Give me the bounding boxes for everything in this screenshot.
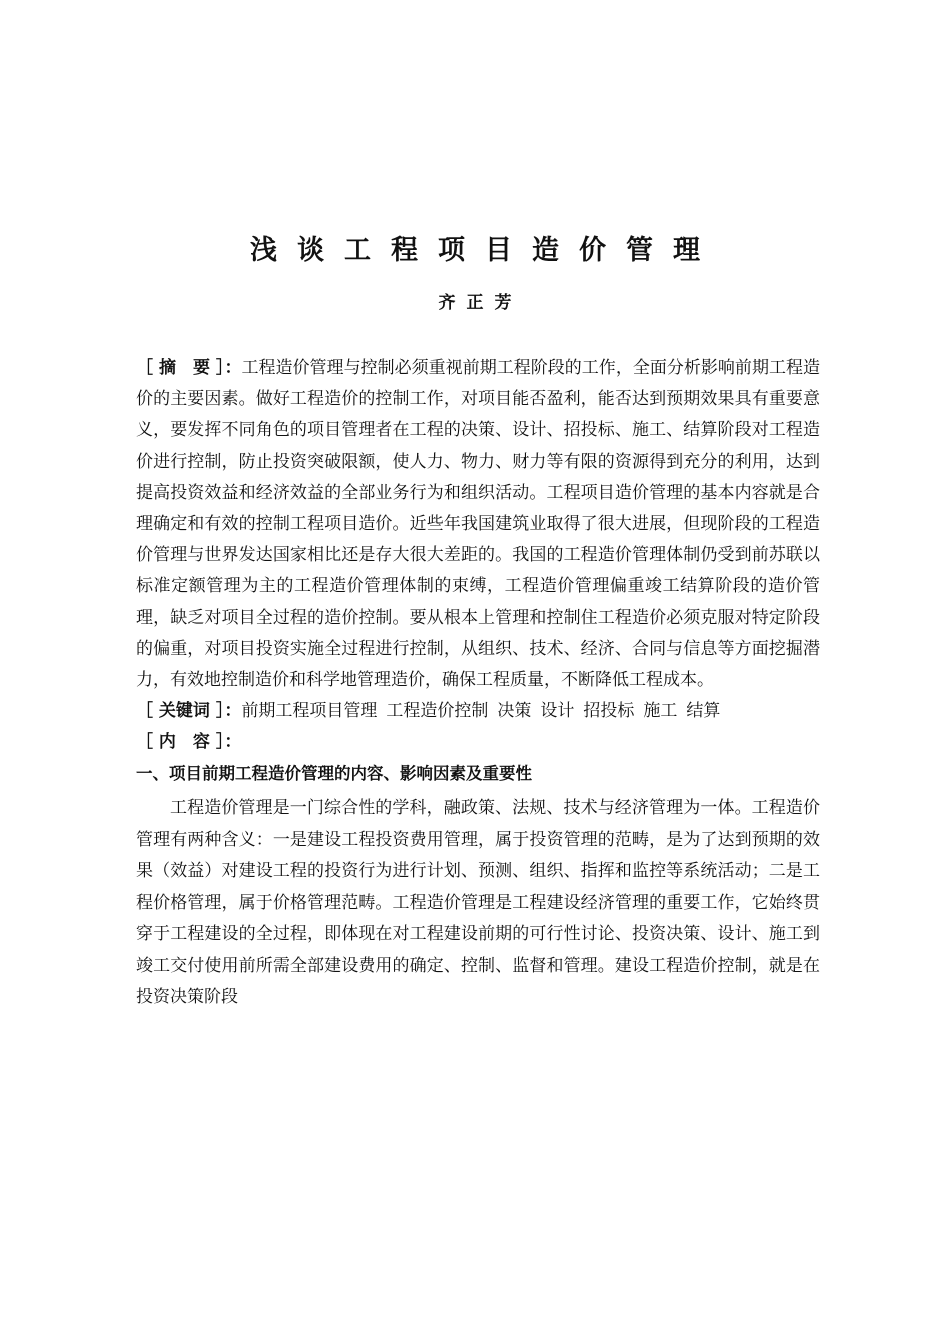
abstract-label: ［ 摘 要 ］： [136, 358, 242, 378]
keyword: 前期工程项目管理 [241, 701, 378, 722]
keywords-label: ［ 关键词 ］： [136, 701, 242, 722]
keyword: 招投标 [583, 701, 635, 722]
paper-body [136, 353, 820, 1014]
section-paragraph: 工程造价管理是一门综合性的学科，融政策、法规、技术与经济管理为一体。工程造价管理有两种含义：一是建设工程投资费用管理，属于投资管理的范畴，是为了达到预期的效果（效益）对建设工程的投资行为进行计划、预测、组织、指挥和监控等系统活动；二是工程价格管理，属于价格管理范畴。工程造价管理是工程建设经济管理的重要工作，它始终贯穿于工程建设的全过程，即体现在对工程建设前期的可行性讨论、投资决策、设计、施工到竣工交付使用前所需全部建设费用的确定、控制、监督和管理。建设工程造价控制，就是在投资决策阶段 [136, 798, 820, 1008]
keyword: 施工 [643, 701, 678, 722]
abstract-paragraph [136, 353, 820, 696]
keyword: 结算 [686, 701, 721, 722]
section-heading: 一、项目前期工程造价管理的内容、影响因素及重要性 [136, 764, 532, 784]
abstract-text: 工程造价管理与控制必须重视前期工程阶段的工作，全面分析影响前期工程造价的主要因素。做好工程造价的控制工作，对项目能否盈利，能否达到预期效果具有重要意义，要发挥不同角色的项目管理者在工程的决策、设计、招投标、施工、结算阶段对工程造价进行控制，防止投资突破限额，使人力、物力、财力等有限的资源得到充分的利用，达到提高投资效益和经济效益的全部业务行为和组织活动。工程项目造价管理的基本内容就是合理确定和有效的控制工程项目造价。近些年我国建筑业取得了很大进展，但现阶段的工程造价管理与世界发达国家相比还是存大很大差距的。我国的工程造价管理体制仍受到前苏联以标准定额管理为主的工程造价管理体制的束缚，工程造价管理偏重竣工结算阶段的造价管理，缺乏对项目全过程的造价控制。要从根本上管理和控制住工程造价必须克服对特定阶段的偏重，对项目投资实施全过程进行控制，从组织、技术、经济、合同与信息等方面挖掘潜力，有效地控制造价和科学地管理造价，确保工程质量，不断降低工程成本。 [136, 358, 820, 691]
content-line [136, 727, 820, 758]
content-label: ［ 内 容 ］： [136, 732, 242, 753]
keyword: 设计 [540, 701, 575, 722]
keyword: 工程造价控制 [386, 701, 489, 722]
paper-title: 浅谈工程项目造价管理 [250, 235, 720, 266]
keyword: 决策 [497, 701, 532, 722]
paper-author: 齐正芳 [438, 293, 523, 313]
keywords-line [136, 696, 820, 727]
